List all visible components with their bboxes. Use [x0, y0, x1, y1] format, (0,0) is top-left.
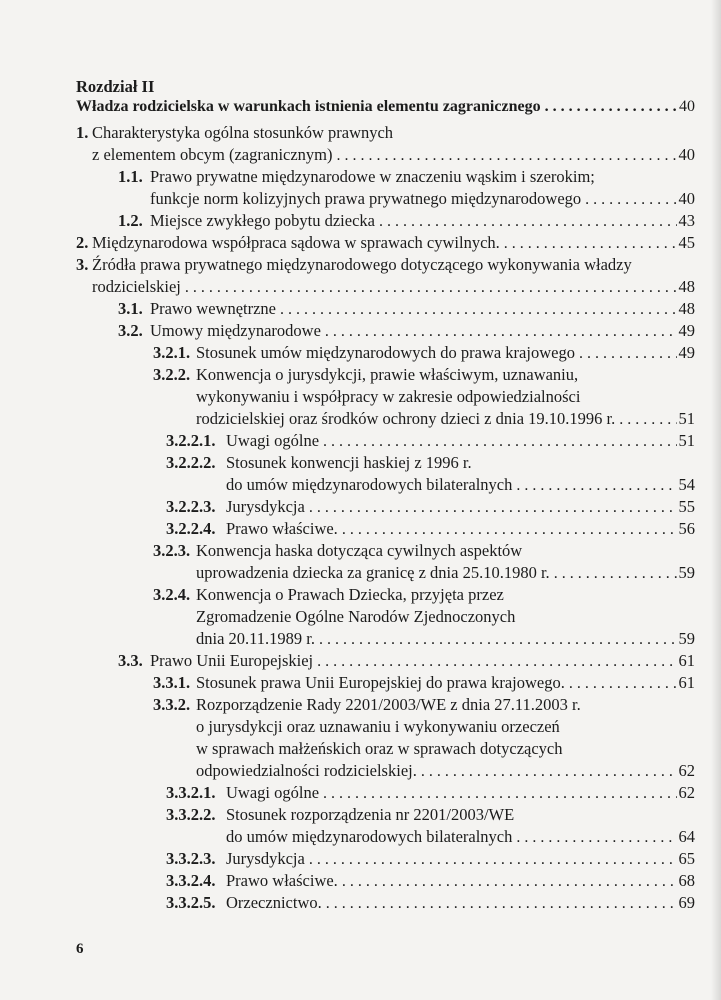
entry-text: Jurysdykcja	[226, 497, 305, 516]
entry-text: funkcje norm kolizyjnych prawa prywatnego międzynarodowego	[150, 189, 582, 208]
entry-text: odpowiedzialności rodzicielskiej.	[196, 761, 417, 780]
toc-entry-last-line	[166, 430, 695, 453]
section-number: 3.3.1.	[153, 673, 191, 692]
toc-entry-last-line	[196, 408, 695, 431]
dot-leader	[516, 827, 676, 849]
page-ref: 61	[678, 651, 695, 670]
toc-entry-last-line	[118, 210, 695, 233]
toc-entry-last-line	[118, 650, 695, 673]
section-number: 2.	[76, 233, 89, 252]
dot-leader	[619, 409, 676, 431]
toc-entry-last-line	[226, 474, 695, 497]
dot-leader	[337, 145, 677, 167]
page-ref: 49	[678, 321, 695, 340]
toc-entry-last-line	[153, 342, 695, 365]
dot-leader	[554, 563, 677, 585]
page-ref: 68	[678, 871, 695, 890]
entry-text: Rozporządzenie Rady 2201/2003/WE z dnia 27.11.2003 r.	[196, 695, 581, 714]
page-ref: 56	[678, 519, 695, 538]
section-number: 3.2.1.	[153, 343, 191, 362]
page-ref: 40	[679, 98, 695, 115]
toc-entry-line	[76, 122, 393, 144]
dot-leader	[569, 673, 677, 695]
entry-text: rodzicielskiej	[92, 277, 181, 296]
entry-text: Uwagi ogólne	[226, 783, 320, 802]
toc-entry-line	[153, 584, 504, 606]
toc-entry-last-line	[76, 232, 695, 255]
page-ref: 49	[678, 343, 695, 362]
entry-text: uprowadzenia dziecka za granicę z dnia 25.10.1980 r.	[196, 563, 550, 582]
toc-entry-line	[196, 606, 515, 628]
dot-leader	[421, 761, 677, 783]
entry-text: Orzecznictwo.	[226, 893, 322, 912]
entry-text: rodzicielskiej oraz środków ochrony dzieci z dnia 19.10.1996 r.	[196, 409, 616, 428]
section-number: 1.1.	[118, 167, 143, 186]
toc-entry-last-line	[118, 320, 695, 343]
section-number: 3.2.3.	[153, 541, 191, 560]
dot-leader	[309, 497, 677, 519]
toc-entry-line	[76, 254, 632, 276]
section-number: 3.2.2.2.	[166, 453, 216, 472]
page-ref: 65	[678, 849, 695, 868]
page-ref: 59	[678, 629, 695, 648]
dot-leader	[309, 849, 677, 871]
dot-leader	[504, 233, 677, 255]
section-number: 3.3.2.2.	[166, 805, 216, 824]
section-number: 3.2.2.1.	[166, 431, 216, 450]
entry-text: wykonywaniu i współpracy w zakresie odpowiedzialności	[196, 387, 581, 406]
entry-text: Źródła prawa prywatnego międzynarodowego dotyczącego wykonywania władzy	[92, 255, 632, 274]
entry-text: Prawo właściwe.	[226, 871, 338, 890]
entry-text: Charakterystyka ogólna stosunków prawnych	[92, 123, 394, 142]
dot-leader	[326, 893, 677, 915]
toc-entry-last-line	[166, 496, 695, 519]
page-ref: 48	[678, 299, 695, 318]
page-ref: 51	[678, 409, 695, 428]
entry-text: Uwagi ogólne	[226, 431, 320, 450]
entry-text: do umów międzynarodowych bilateralnych	[226, 475, 513, 494]
entry-text: Stosunek umów międzynarodowych do prawa krajowego	[196, 343, 575, 362]
page-ref: 40	[678, 189, 695, 208]
dot-leader	[325, 321, 677, 343]
page-ref: 43	[678, 211, 695, 230]
page-ref: 55	[678, 497, 695, 516]
toc-entry-last-line	[166, 848, 695, 871]
toc-entry-line	[118, 166, 595, 188]
page-ref: 69	[678, 893, 695, 912]
page-ref: 59	[678, 563, 695, 582]
toc-entry-last-line	[166, 518, 695, 541]
dot-leader	[319, 629, 676, 651]
toc-entry-last-line	[196, 628, 695, 651]
dot-leader	[342, 519, 677, 541]
chapter-title-row	[76, 98, 695, 116]
dot-leader	[342, 871, 677, 893]
page-ref: 62	[678, 761, 695, 780]
dot-leader	[579, 343, 677, 365]
toc-entry-last-line	[118, 298, 695, 321]
section-number: 3.3.2.4.	[166, 871, 216, 890]
toc-entry-last-line	[166, 892, 695, 915]
page-ref: 61	[678, 673, 695, 692]
entry-text: Prawo wewnętrzne	[150, 299, 276, 318]
toc-entry-line	[153, 694, 581, 716]
toc-entry-line	[153, 540, 522, 562]
section-number: 1.	[76, 123, 89, 142]
page-ref: 64	[678, 827, 695, 846]
page-ref: 62	[678, 783, 695, 802]
toc-entry-line	[166, 804, 514, 826]
page-ref: 45	[678, 233, 695, 252]
page-ref: 54	[678, 475, 695, 494]
entry-text: Międzynarodowa współpraca sądowa w sprawach cywilnych.	[92, 233, 500, 252]
entry-text: Stosunek konwencji haskiej z 1996 r.	[226, 453, 472, 472]
entry-text: Stosunek prawa Unii Europejskiej do prawa krajowego.	[196, 673, 565, 692]
toc-entry-line	[166, 452, 472, 474]
section-number: 3.	[76, 255, 89, 274]
page-ref: 48	[678, 277, 695, 296]
dot-leader	[585, 189, 676, 211]
entry-text: z elementem obcym (zagranicznym)	[92, 145, 333, 164]
dot-leader	[379, 211, 677, 233]
toc-entry-last-line	[226, 826, 695, 849]
toc-entry-last-line	[92, 276, 695, 299]
page-ref: 51	[678, 431, 695, 450]
entry-text: Konwencja haska dotycząca cywilnych aspektów	[196, 541, 523, 560]
toc-entry-last-line	[196, 760, 695, 783]
section-number: 3.2.4.	[153, 585, 191, 604]
entry-text: Prawo właściwe.	[226, 519, 338, 538]
entry-text: Prawo Unii Europejskiej	[150, 651, 314, 670]
section-number: 1.2.	[118, 211, 143, 230]
toc-entry-line	[196, 738, 563, 760]
section-number: 3.2.2.3.	[166, 497, 216, 516]
entry-text: do umów międzynarodowych bilateralnych	[226, 827, 513, 846]
entry-text: w sprawach małżeńskich oraz w sprawach dotyczących	[196, 739, 563, 758]
dot-leader	[545, 98, 677, 116]
toc-entry-last-line	[166, 870, 695, 893]
toc-entry-line	[196, 716, 560, 738]
entry-text: dnia 20.11.1989 r.	[196, 629, 316, 648]
section-number: 3.3.2.1.	[166, 783, 216, 802]
section-number: 3.2.2.	[153, 365, 191, 384]
dot-leader	[185, 277, 677, 299]
toc-entry-last-line	[150, 188, 695, 211]
section-number: 3.3.2.5.	[166, 893, 216, 912]
page-number: 6	[76, 941, 84, 957]
dot-leader	[323, 431, 676, 453]
entry-text: Stosunek rozporządzenia nr 2201/2003/WE	[226, 805, 515, 824]
entry-text: Miejsce zwykłego pobytu dziecka	[150, 211, 375, 230]
entry-text: o jurysdykcji oraz uznawaniu i wykonywaniu orzeczeń	[196, 717, 560, 736]
section-number: 3.3.2.3.	[166, 849, 216, 868]
entry-text: Umowy międzynarodowe	[150, 321, 321, 340]
dot-leader	[280, 299, 677, 321]
toc-entry-last-line	[92, 144, 695, 167]
page-ref: 40	[678, 145, 695, 164]
chapter-label: Rozdział II	[76, 77, 155, 96]
toc-entry-last-line	[196, 562, 695, 585]
toc-entry-last-line	[153, 672, 695, 695]
entry-text: Prawo prywatne międzynarodowe w znaczeniu wąskim i szerokim;	[150, 167, 595, 186]
section-number: 3.2.2.4.	[166, 519, 216, 538]
section-number: 3.1.	[118, 299, 143, 318]
toc-entry-line	[196, 386, 580, 408]
section-number: 3.3.	[118, 651, 143, 670]
entry-text: Konwencja o jurysdykcji, prawie właściwym, uznawaniu,	[196, 365, 579, 384]
dot-leader	[516, 475, 676, 497]
chapter-title: Władza rodzicielska w warunkach istnienia elementu zagranicznego	[76, 98, 541, 115]
dot-leader	[323, 783, 676, 805]
entry-text: Zgromadzenie Ogólne Narodów Zjednoczonych	[196, 607, 516, 626]
section-number: 3.3.2.	[153, 695, 191, 714]
section-number: 3.2.	[118, 321, 143, 340]
dot-leader	[317, 651, 676, 673]
entry-text: Konwencja o Prawach Dziecka, przyjęta przez	[196, 585, 504, 604]
toc-entry-line	[153, 364, 578, 386]
toc-entry-last-line	[166, 782, 695, 805]
page-edge-shadow	[711, 0, 721, 1000]
entry-text: Jurysdykcja	[226, 849, 305, 868]
